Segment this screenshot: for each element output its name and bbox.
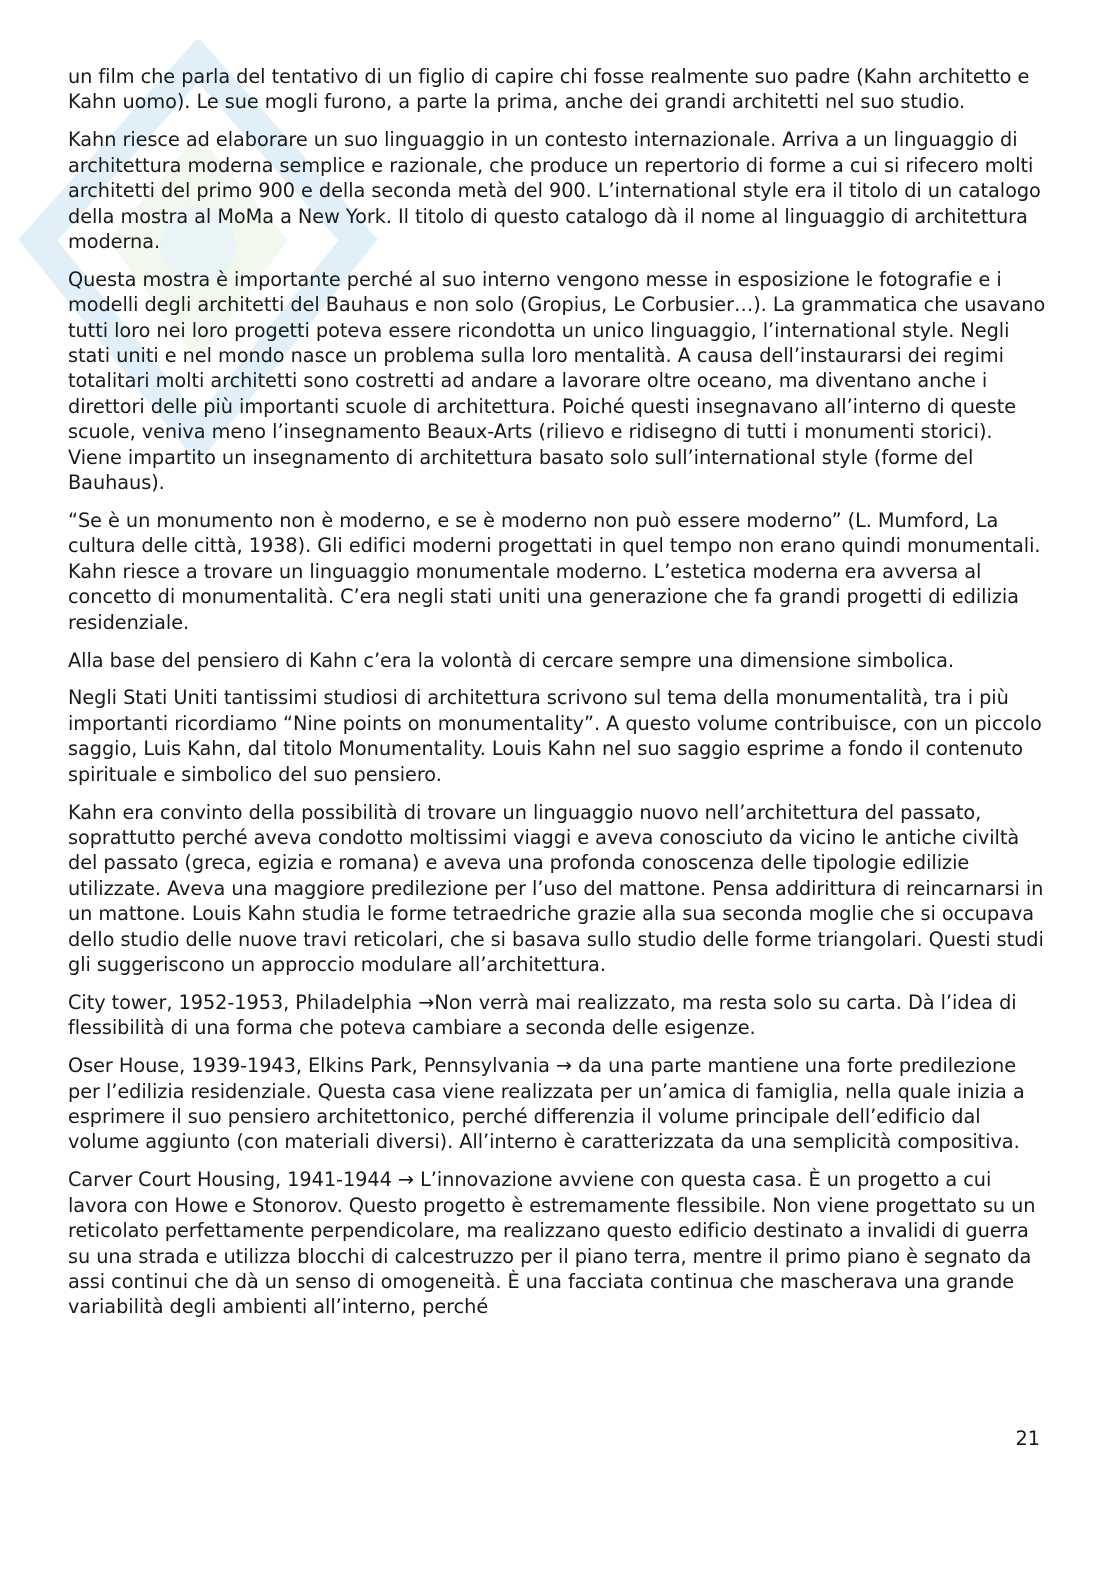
paragraph-7: Kahn era convinto della possibilità di trovare un linguaggio nuovo nell’architettura del passato, soprattutto perché aveva condotto moltissimi viaggi e aveva conosciuto da vicino le antiche civiltà del passato (greca, egizia e romana) e aveva una profonda conoscenza delle tipologie edilizie utilizzate. Aveva una maggiore predilezione per l’uso del mattone. Pensa addirittura di reincarnarsi in un mattone. Louis Kahn studia le forme tetraedriche grazie alla sua seconda moglie che si occupava dello studio delle nuove travi reticolari, che si basava sullo studio delle forme triangolari. Questi studi gli suggeriscono un approccio modulare all’architettura. [68, 800, 1044, 976]
paragraph-9: Oser House, 1939-1943, Elkins Park, Pennsylvania → da una parte mantiene una forte predilezione per l’edilizia residenziale. Questa casa viene realizzata per un’amica di famiglia, nella quale inizia a esprimere il suo pensiero architettonico, perché differenzia il volume principale dell’edificio dal volume aggiunto (con materiali diversi). All’interno è caratterizzata da una semplicità compositiva. [68, 1054, 1025, 1154]
paragraph-1: un film che parla del tentativo di un figlio di capire chi fosse realmente suo padre (Kahn architetto e Kahn uomo). Le sue mogli furono, a parte la prima, anche dei grandi architetti nel suo studio. [68, 65, 1030, 114]
paragraph-6: Negli Stati Uniti tantissimi studiosi di architettura scrivono sul tema della monumentalità, tra i più importanti ricordiamo “Nine points on monumentality”. A questo volume contribuisce, con un piccolo saggio, Luis Kahn, dal titolo Monumentality. Louis Kahn nel suo saggio esprime a fondo il contenuto spirituale e simbolico del suo pensiero. [68, 686, 1042, 786]
paragraph-3: Questa mostra è importante perché al suo interno vengono messe in esposizione le fotografie e i modelli degli architetti del Bauhaus e non solo (Gropius, Le Corbusier…). La grammatica che usavano tutti loro nei loro progetti poteva essere ricondotta un unico linguaggio, l’international style. Negli stati uniti e nel mondo nasce un problema sulla loro mentalità. A causa dell’instaurarsi dei regimi totalitari molti architetti sono costretti ad andare a lavorare oltre oceano, ma diventano anche i direttori delle più importanti scuole di architettura. Poiché questi insegnavano all’interno di queste scuole, veniva meno l’insegnamento Beaux-Arts (rilievo e ridisegno di tutti i monumenti storici). Viene impartito un insegnamento di architettura basato solo sull’international style (forme del Bauhaus). [68, 267, 1046, 495]
paragraph-8: City tower, 1952-1953, Philadelphia →Non verrà mai realizzato, ma resta solo su carta. Dà l’idea di flessibilità di una forma che poteva cambiare a seconda delle esigenze. [68, 990, 1017, 1040]
paragraph-5: Alla base del pensiero di Kahn c’era la volontà di cercare sempre una dimensione simbolica. [68, 648, 955, 672]
page-number: 21 [1015, 1427, 1040, 1450]
page-body [68, 64, 1048, 1332]
paragraph-10: Carver Court Housing, 1941-1944 → L’innovazione avviene con questa casa. È un progetto a cui lavora con Howe e Stonorov. Questo progetto è estremamente flessibile. Non viene progettato su un reticolato perfettamente perpendicolare, ma realizzano questo edificio destinato a invalidi di guerra su una strada e utilizza blocchi di calcestruzzo per il piano terra, mentre il primo piano è segnato da assi continui che dà un senso di omogeneità. È una facciata continua che mascherava una grande variabilità degli ambienti all’interno, perché [68, 1168, 1036, 1319]
paragraph-4: “Se è un monumento non è moderno, e se è moderno non può essere moderno” (L. Mumford, La cultura delle città, 1938). Gli edifici moderni progettati in quel tempo non erano quindi monumentali. Kahn riesce a trovare un linguaggio monumentale moderno. L’estetica moderna era avversa al concetto di monumentalità. C’era negli stati uniti una generazione che fa grandi progetti di edilizia residenziale. [68, 509, 1041, 634]
paragraph-2: Kahn riesce ad elaborare un suo linguaggio in un contesto internazionale. Arriva a un linguaggio di architettura moderna semplice e razionale, che produce un repertorio di forme a cui si rifecero molti architetti del primo 900 e della seconda metà del 900. L’international style era il titolo di un catalogo della mostra al MoMa a New York. Il titolo di questo catalogo dà il nome al linguaggio di architettura moderna. [68, 128, 1041, 253]
